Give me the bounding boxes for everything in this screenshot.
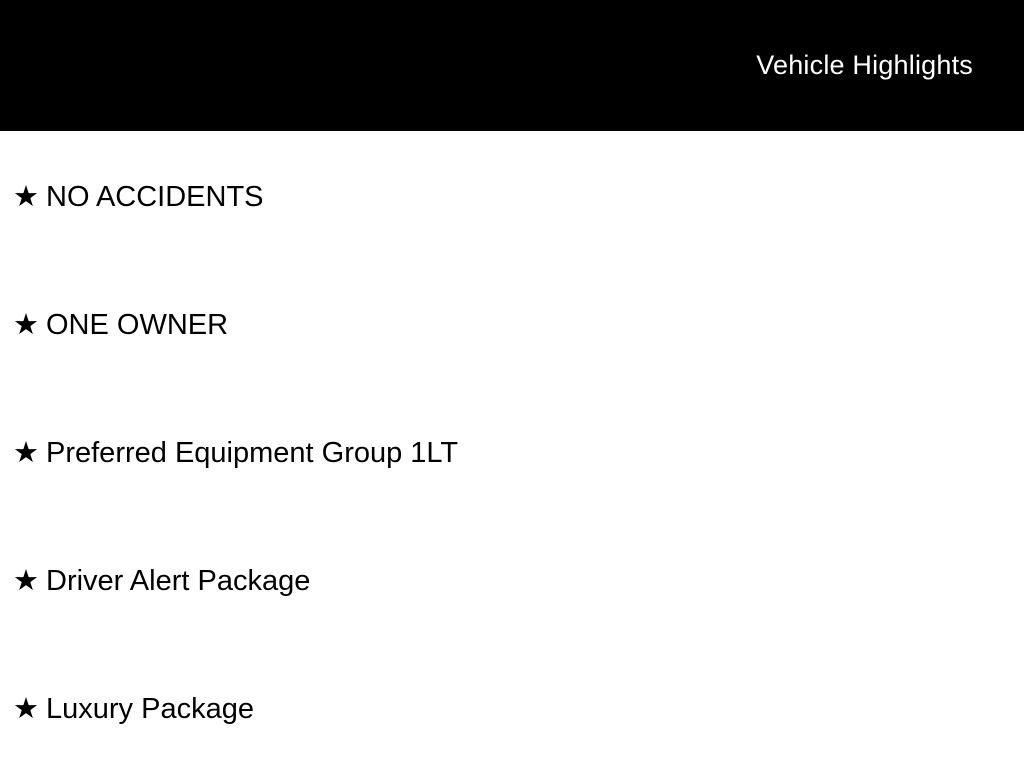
list-item: [13, 178, 1024, 215]
list-item: [13, 690, 1024, 727]
highlight-label: ONE OWNER: [46, 309, 229, 341]
star-icon: ★: [13, 179, 39, 213]
star-icon: ★: [13, 563, 39, 597]
highlight-label: Luxury Package: [46, 693, 254, 725]
header: [0, 0, 1024, 131]
star-icon: ★: [13, 435, 39, 469]
star-icon: ★: [13, 307, 39, 341]
highlight-label: NO ACCIDENTS: [46, 181, 264, 213]
highlights-list: [0, 131, 1024, 727]
highlights-section: [0, 131, 1024, 727]
highlight-label: Driver Alert Package: [46, 565, 311, 597]
list-item: [13, 562, 1024, 599]
star-icon: ★: [13, 691, 39, 725]
list-item: [13, 306, 1024, 343]
list-item: [13, 434, 1024, 471]
page-title: Vehicle Highlights: [756, 50, 973, 80]
highlight-label: Preferred Equipment Group 1LT: [46, 437, 459, 469]
